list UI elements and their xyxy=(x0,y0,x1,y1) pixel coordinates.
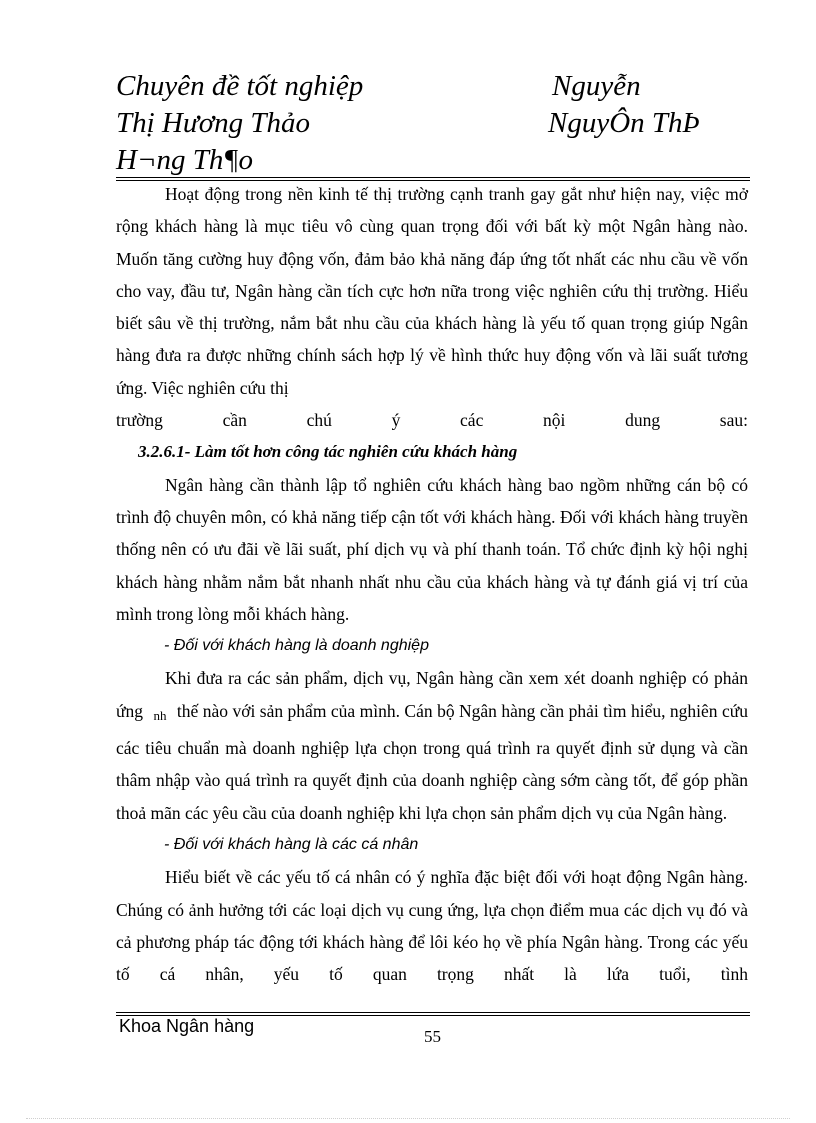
page-boundary xyxy=(26,1118,790,1119)
header-line-3 xyxy=(116,142,750,179)
subheading-enterprise: - Đối với khách hàng là doanh nghiệp xyxy=(164,637,429,655)
header-title: Chuyên đề tốt nghiệp xyxy=(116,70,364,102)
intro-line: Ngân hàng nào. Muốn tăng cường huy động vốn, đảm bảo khả năng đáp ứng tốt xyxy=(116,216,748,269)
section-heading: 3.2.6.1- Làm tốt hơn công tác nghiên cứu khách hàng xyxy=(138,442,518,462)
paragraph-intro xyxy=(116,178,748,404)
header-line-2 xyxy=(116,105,750,142)
header-line-1 xyxy=(116,68,750,105)
enterprise-text-end: thế nào với sản phẩm của mình. Cán bộ Ngân hàng cần phải tìm hiểu, nghiên cứu các tiêu chuẩn mà doanh nghiệp lựa chọn trong quá trình ra quyết định sử dụng và cần thâm nhập vào quá trình ra quyết định của doanh nghiệp càng sớm càng tốt, để góp phần thoả mãn các yêu cầu của doanh nghiệp khi lựa chọn sản phẩm dịch vụ của Ngân hàng. xyxy=(116,700,748,823)
enterprise-text-start: Khi đưa ra các sản phẩm, dịch vụ, Ngân hàng cần xem xét doanh nghiệp có phản ứng xyxy=(116,668,748,721)
intro-line: khách hàng là yếu tố quan trọng giúp Ngân hàng đưa ra được những chính sách xyxy=(116,313,748,366)
paragraph-research-team: Ngân hàng cần thành lập tổ nghiên cứu khách hàng bao ngồm những cán bộ có trình độ chuyên môn, có khả năng tiếp cận tốt với khách hàng. Đối với khách hàng truyền thống nên có ưu đãi về lãi suất, phí dịch vụ và phí thanh toán. Tổ chức định kỳ hội nghị khách hàng nhằm nắm bắt nhanh nhất nhu cầu của khách hàng và tự đánh giá vị trí của mình trong lòng mỗi khách hàng. xyxy=(116,474,748,624)
header-author-garbled-part2: H¬ng Th¶o xyxy=(116,144,254,176)
header-author-part2: Thị Hương Thảo xyxy=(116,107,311,139)
intro-line: nhất các nhu cầu về vốn cho vay, đầu tư, Ngân hàng cần tích cực hơn nữa trong xyxy=(116,248,749,301)
document-body xyxy=(116,178,748,990)
paragraph-enterprise xyxy=(116,662,748,828)
intro-line: Hoạt động trong nền kinh tế thị trường cạnh tranh gay gắt như hiện nay, xyxy=(165,184,685,204)
footer-department: Khoa Ngân hàng xyxy=(119,1016,255,1036)
subheading-individual: - Đối với khách hàng là các cá nhân xyxy=(164,835,419,853)
paragraph-intro-last-line: trường cần chú ý các nội dung sau: xyxy=(116,410,748,431)
page-number: 55 xyxy=(424,1027,441,1046)
stray-fragment: nh xyxy=(153,707,167,723)
header-author-garbled-part1: NguyÔn ThÞ xyxy=(548,107,701,139)
page-header xyxy=(116,68,750,179)
intro-line: việc mở rộng khách hàng là mục tiêu vô cùng quan trọng đối với bất kỳ một xyxy=(116,184,749,237)
intro-line: việc nghiên cứu thị trường. Hiểu biết sâu về thị trường, nắm bắt nhu cầu của xyxy=(116,280,748,334)
intro-line: hợp lý về hình thức huy động vốn và lãi suất tương ứng. Việc nghiên cứu thị xyxy=(116,345,748,398)
header-author-part1: Nguyễn xyxy=(552,70,641,102)
paragraph-individual: Hiểu biết về các yếu tố cá nhân có ý nghĩa đặc biệt đối với hoạt động Ngân hàng. Chúng có ảnh hưởng tới các loại dịch vụ cung ứng, lựa chọn điểm mua các dịch vụ đó và cả phương pháp tác động tới khách hàng để lôi kéo họ về phía Ngân hàng. Trong các yếu tố cá nhân, yếu tố quan trọng nhất là lứa tuổi, tình xyxy=(116,867,748,985)
